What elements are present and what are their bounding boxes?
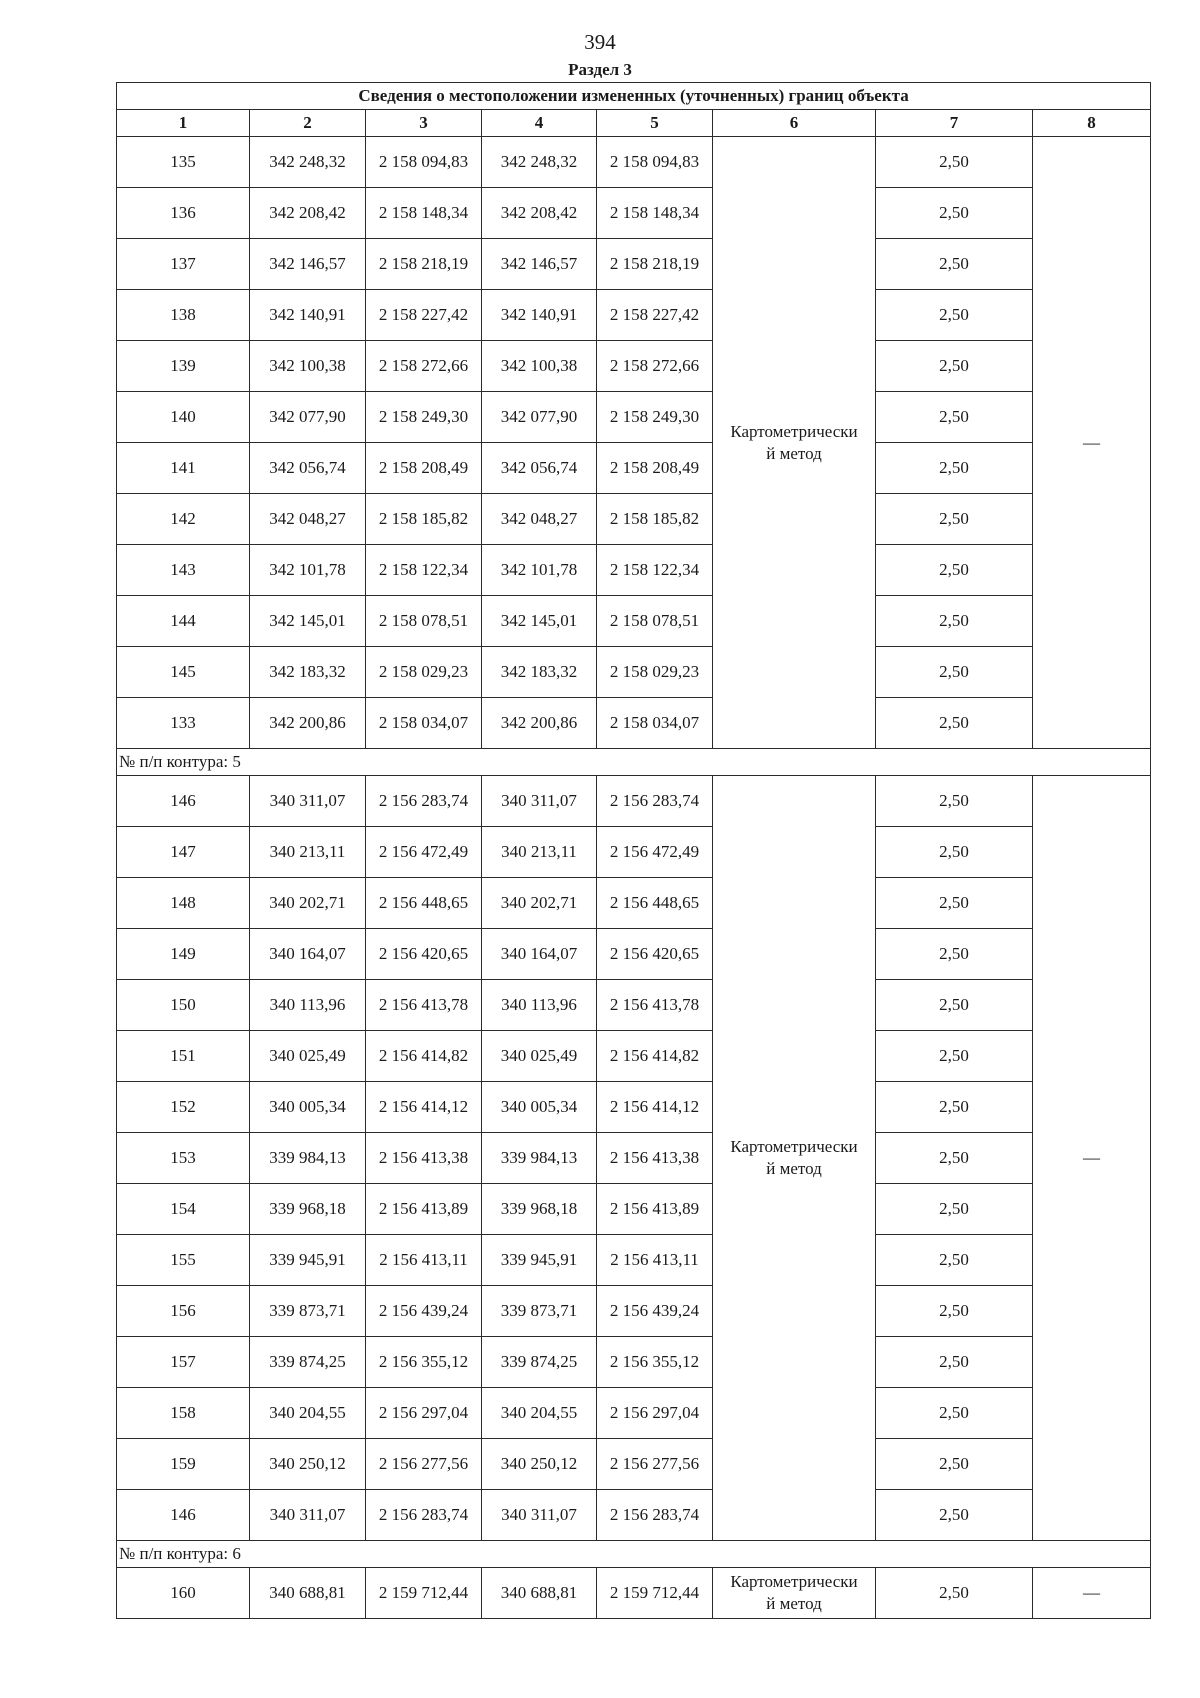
accuracy-cell: 2,50 (876, 698, 1033, 749)
column-header-2: 2 (250, 110, 366, 137)
method-text-line-1: Картометрически (730, 1137, 858, 1156)
x-new-cell: 339 984,13 (482, 1133, 597, 1184)
y-new-cell: 2 156 413,11 (597, 1235, 713, 1286)
table-row (117, 878, 1151, 929)
x-new-cell: 342 056,74 (482, 443, 597, 494)
y-existing-cell: 2 158 218,19 (366, 239, 482, 290)
method-cell (713, 137, 876, 749)
y-existing-cell: 2 156 283,74 (366, 1490, 482, 1541)
x-existing-cell: 340 164,07 (250, 929, 366, 980)
point-number-cell: 153 (117, 1133, 250, 1184)
table-row (117, 776, 1151, 827)
x-new-cell: 340 213,11 (482, 827, 597, 878)
table-row (117, 137, 1151, 188)
x-existing-cell: 339 874,25 (250, 1337, 366, 1388)
point-number-cell: 143 (117, 545, 250, 596)
x-existing-cell: 340 113,96 (250, 980, 366, 1031)
x-existing-cell: 342 208,42 (250, 188, 366, 239)
table-row (117, 980, 1151, 1031)
contour-label: № п/п контура: 5 (117, 749, 1151, 776)
table-row (117, 239, 1151, 290)
x-existing-cell: 342 140,91 (250, 290, 366, 341)
point-number-cell: 138 (117, 290, 250, 341)
x-existing-cell: 340 204,55 (250, 1388, 366, 1439)
page-number: 394 (584, 30, 616, 54)
x-new-cell: 342 077,90 (482, 392, 597, 443)
accuracy-cell: 2,50 (876, 1568, 1033, 1619)
point-number-cell: 154 (117, 1184, 250, 1235)
table-row (117, 1568, 1151, 1619)
y-new-cell: 2 158 122,34 (597, 545, 713, 596)
x-existing-cell: 342 048,27 (250, 494, 366, 545)
x-new-cell: 342 048,27 (482, 494, 597, 545)
column-header-6: 6 (713, 110, 876, 137)
table-row (117, 188, 1151, 239)
method-text-line-1: Картометрически (730, 421, 858, 441)
accuracy-cell: 2,50 (876, 1184, 1033, 1235)
x-new-cell: 340 164,07 (482, 929, 597, 980)
point-number-cell: 151 (117, 1031, 250, 1082)
x-existing-cell: 342 146,57 (250, 239, 366, 290)
point-number-cell: 144 (117, 596, 250, 647)
accuracy-cell: 2,50 (876, 494, 1033, 545)
x-existing-cell: 342 101,78 (250, 545, 366, 596)
x-existing-cell: 339 984,13 (250, 1133, 366, 1184)
x-new-cell: 339 968,18 (482, 1184, 597, 1235)
point-number-cell: 146 (117, 776, 250, 827)
y-existing-cell: 2 158 094,83 (366, 137, 482, 188)
y-new-cell: 2 158 034,07 (597, 698, 713, 749)
y-existing-cell: 2 158 148,34 (366, 188, 482, 239)
accuracy-cell: 2,50 (876, 341, 1033, 392)
x-existing-cell: 342 056,74 (250, 443, 366, 494)
y-existing-cell: 2 156 413,38 (366, 1133, 482, 1184)
point-number-cell: 135 (117, 137, 250, 188)
y-new-cell: 2 158 094,83 (597, 137, 713, 188)
x-new-cell: 340 113,96 (482, 980, 597, 1031)
x-existing-cell: 340 311,07 (250, 1490, 366, 1541)
y-new-cell: 2 158 078,51 (597, 596, 713, 647)
x-new-cell: 339 873,71 (482, 1286, 597, 1337)
table-title: Сведения о местоположении измененных (уточненных) границ объекта (117, 83, 1151, 110)
accuracy-cell: 2,50 (876, 188, 1033, 239)
y-new-cell: 2 156 413,89 (597, 1184, 713, 1235)
x-new-cell: 340 204,55 (482, 1388, 597, 1439)
table-row (117, 596, 1151, 647)
table-row (117, 1337, 1151, 1388)
table-row (117, 647, 1151, 698)
x-existing-cell: 340 688,81 (250, 1568, 366, 1619)
y-new-cell: 2 158 029,23 (597, 647, 713, 698)
x-existing-cell: 342 248,32 (250, 137, 366, 188)
y-existing-cell: 2 156 277,56 (366, 1439, 482, 1490)
point-number-cell: 141 (117, 443, 250, 494)
y-existing-cell: 2 156 413,89 (366, 1184, 482, 1235)
x-existing-cell: 342 100,38 (250, 341, 366, 392)
x-new-cell: 340 005,34 (482, 1082, 597, 1133)
table-row (117, 1235, 1151, 1286)
column-8-cell: — (1033, 1568, 1151, 1619)
y-new-cell: 2 158 249,30 (597, 392, 713, 443)
x-existing-cell: 340 311,07 (250, 776, 366, 827)
x-new-cell: 339 945,91 (482, 1235, 597, 1286)
point-number-cell: 137 (117, 239, 250, 290)
table-row (117, 1082, 1151, 1133)
table-row (117, 1133, 1151, 1184)
column-header-row (117, 110, 1151, 137)
accuracy-cell: 2,50 (876, 776, 1033, 827)
y-existing-cell: 2 156 283,74 (366, 776, 482, 827)
x-existing-cell: 340 025,49 (250, 1031, 366, 1082)
section-title: Раздел 3 (568, 60, 632, 79)
point-number-cell: 146 (117, 1490, 250, 1541)
y-new-cell: 2 158 218,19 (597, 239, 713, 290)
column-header-1: 1 (117, 110, 250, 137)
x-new-cell: 340 311,07 (482, 776, 597, 827)
y-existing-cell: 2 156 413,11 (366, 1235, 482, 1286)
method-text-line-2: й метод (766, 1594, 822, 1613)
y-new-cell: 2 156 283,74 (597, 776, 713, 827)
point-number-cell: 133 (117, 698, 250, 749)
table-row (117, 929, 1151, 980)
x-new-cell: 342 140,91 (482, 290, 597, 341)
y-existing-cell: 2 158 122,34 (366, 545, 482, 596)
y-existing-cell: 2 158 249,30 (366, 392, 482, 443)
y-existing-cell: 2 159 712,44 (366, 1568, 482, 1619)
point-number-cell: 159 (117, 1439, 250, 1490)
table-row (117, 827, 1151, 878)
accuracy-cell: 2,50 (876, 545, 1033, 596)
accuracy-cell: 2,50 (876, 392, 1033, 443)
x-existing-cell: 339 968,18 (250, 1184, 366, 1235)
y-new-cell: 2 156 283,74 (597, 1490, 713, 1541)
x-existing-cell: 340 213,11 (250, 827, 366, 878)
x-new-cell: 342 183,32 (482, 647, 597, 698)
y-new-cell: 2 159 712,44 (597, 1568, 713, 1619)
x-new-cell: 340 202,71 (482, 878, 597, 929)
point-number-cell: 147 (117, 827, 250, 878)
contour-label-row (117, 749, 1151, 776)
table-row (117, 1490, 1151, 1541)
x-new-cell: 342 145,01 (482, 596, 597, 647)
accuracy-cell: 2,50 (876, 1235, 1033, 1286)
x-new-cell: 342 100,38 (482, 341, 597, 392)
y-existing-cell: 2 156 413,78 (366, 980, 482, 1031)
point-number-cell: 145 (117, 647, 250, 698)
table-row (117, 698, 1151, 749)
y-existing-cell: 2 158 272,66 (366, 341, 482, 392)
point-number-cell: 149 (117, 929, 250, 980)
y-new-cell: 2 158 185,82 (597, 494, 713, 545)
accuracy-cell: 2,50 (876, 596, 1033, 647)
accuracy-cell: 2,50 (876, 239, 1033, 290)
column-header-8: 8 (1033, 110, 1151, 137)
column-header-3: 3 (366, 110, 482, 137)
table-row (117, 494, 1151, 545)
x-new-cell: 342 146,57 (482, 239, 597, 290)
x-new-cell: 340 311,07 (482, 1490, 597, 1541)
y-new-cell: 2 156 420,65 (597, 929, 713, 980)
table-row (117, 1439, 1151, 1490)
table-row (117, 392, 1151, 443)
x-existing-cell: 342 077,90 (250, 392, 366, 443)
x-new-cell: 342 208,42 (482, 188, 597, 239)
x-existing-cell: 340 250,12 (250, 1439, 366, 1490)
table-row (117, 443, 1151, 494)
accuracy-cell: 2,50 (876, 1388, 1033, 1439)
point-number-cell: 139 (117, 341, 250, 392)
y-new-cell: 2 156 297,04 (597, 1388, 713, 1439)
y-new-cell: 2 158 227,42 (597, 290, 713, 341)
y-existing-cell: 2 156 420,65 (366, 929, 482, 980)
accuracy-cell: 2,50 (876, 980, 1033, 1031)
table-row (117, 1286, 1151, 1337)
column-8-cell: — (1033, 137, 1151, 749)
point-number-cell: 140 (117, 392, 250, 443)
table-row (117, 290, 1151, 341)
table-row (117, 545, 1151, 596)
accuracy-cell: 2,50 (876, 878, 1033, 929)
y-new-cell: 2 158 208,49 (597, 443, 713, 494)
x-existing-cell: 339 945,91 (250, 1235, 366, 1286)
x-new-cell: 340 688,81 (482, 1568, 597, 1619)
y-new-cell: 2 156 413,38 (597, 1133, 713, 1184)
accuracy-cell: 2,50 (876, 1286, 1033, 1337)
point-number-cell: 148 (117, 878, 250, 929)
column-header-5: 5 (597, 110, 713, 137)
accuracy-cell: 2,50 (876, 1439, 1033, 1490)
point-number-cell: 136 (117, 188, 250, 239)
x-existing-cell: 340 202,71 (250, 878, 366, 929)
accuracy-cell: 2,50 (876, 290, 1033, 341)
y-existing-cell: 2 158 078,51 (366, 596, 482, 647)
x-new-cell: 342 200,86 (482, 698, 597, 749)
y-existing-cell: 2 158 034,07 (366, 698, 482, 749)
point-number-cell: 160 (117, 1568, 250, 1619)
contour-label: № п/п контура: 6 (117, 1541, 1151, 1568)
table-row (117, 1031, 1151, 1082)
y-new-cell: 2 156 439,24 (597, 1286, 713, 1337)
table-row (117, 341, 1151, 392)
x-existing-cell: 342 183,32 (250, 647, 366, 698)
column-header-7: 7 (876, 110, 1033, 137)
x-new-cell: 339 874,25 (482, 1337, 597, 1388)
y-new-cell: 2 156 448,65 (597, 878, 713, 929)
y-existing-cell: 2 158 185,82 (366, 494, 482, 545)
accuracy-cell: 2,50 (876, 137, 1033, 188)
y-new-cell: 2 156 355,12 (597, 1337, 713, 1388)
table-row (117, 1388, 1151, 1439)
y-existing-cell: 2 156 414,82 (366, 1031, 482, 1082)
point-number-cell: 142 (117, 494, 250, 545)
boundary-coordinates-table (116, 82, 1151, 1619)
x-new-cell: 340 025,49 (482, 1031, 597, 1082)
y-existing-cell: 2 156 414,12 (366, 1082, 482, 1133)
x-existing-cell: 342 145,01 (250, 596, 366, 647)
y-new-cell: 2 158 148,34 (597, 188, 713, 239)
y-existing-cell: 2 156 439,24 (366, 1286, 482, 1337)
accuracy-cell: 2,50 (876, 647, 1033, 698)
point-number-cell: 158 (117, 1388, 250, 1439)
x-new-cell: 340 250,12 (482, 1439, 597, 1490)
x-new-cell: 342 248,32 (482, 137, 597, 188)
y-existing-cell: 2 156 355,12 (366, 1337, 482, 1388)
accuracy-cell: 2,50 (876, 443, 1033, 494)
y-new-cell: 2 156 414,82 (597, 1031, 713, 1082)
accuracy-cell: 2,50 (876, 929, 1033, 980)
y-new-cell: 2 156 414,12 (597, 1082, 713, 1133)
x-existing-cell: 339 873,71 (250, 1286, 366, 1337)
y-new-cell: 2 156 277,56 (597, 1439, 713, 1490)
method-text-line-2: й метод (766, 1159, 822, 1178)
y-existing-cell: 2 156 472,49 (366, 827, 482, 878)
x-existing-cell: 340 005,34 (250, 1082, 366, 1133)
accuracy-cell: 2,50 (876, 827, 1033, 878)
accuracy-cell: 2,50 (876, 1133, 1033, 1184)
method-text-line-2: й метод (766, 443, 822, 463)
point-number-cell: 150 (117, 980, 250, 1031)
x-new-cell: 342 101,78 (482, 545, 597, 596)
table-title-row (117, 83, 1151, 110)
method-text-line-1: Картометрически (730, 1572, 858, 1591)
method-cell (713, 776, 876, 1541)
y-existing-cell: 2 158 029,23 (366, 647, 482, 698)
accuracy-cell: 2,50 (876, 1031, 1033, 1082)
x-existing-cell: 342 200,86 (250, 698, 366, 749)
y-existing-cell: 2 156 448,65 (366, 878, 482, 929)
contour-label-row (117, 1541, 1151, 1568)
method-cell (713, 1568, 876, 1619)
accuracy-cell: 2,50 (876, 1082, 1033, 1133)
column-8-cell: — (1033, 776, 1151, 1541)
y-new-cell: 2 156 413,78 (597, 980, 713, 1031)
point-number-cell: 155 (117, 1235, 250, 1286)
point-number-cell: 156 (117, 1286, 250, 1337)
y-existing-cell: 2 158 208,49 (366, 443, 482, 494)
y-new-cell: 2 158 272,66 (597, 341, 713, 392)
table-row (117, 1184, 1151, 1235)
column-header-4: 4 (482, 110, 597, 137)
accuracy-cell: 2,50 (876, 1490, 1033, 1541)
y-existing-cell: 2 158 227,42 (366, 290, 482, 341)
point-number-cell: 157 (117, 1337, 250, 1388)
y-existing-cell: 2 156 297,04 (366, 1388, 482, 1439)
point-number-cell: 152 (117, 1082, 250, 1133)
y-new-cell: 2 156 472,49 (597, 827, 713, 878)
accuracy-cell: 2,50 (876, 1337, 1033, 1388)
